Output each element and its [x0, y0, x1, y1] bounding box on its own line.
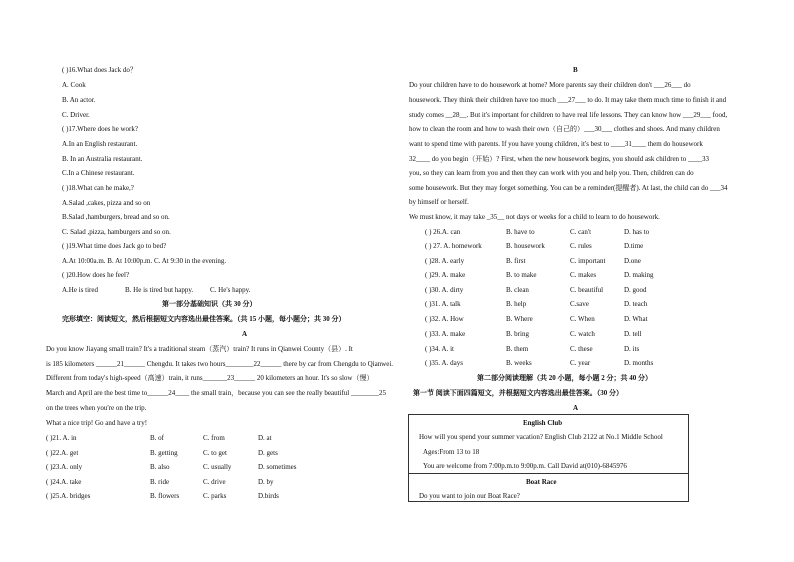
option: A.In an English restaurant.: [62, 140, 138, 148]
passage-line: Different from today's high-speed（高速）train, it runs_______23______ 20 kilometers an hour. It's so slow（慢）: [46, 374, 374, 382]
answer-option: B. flowers: [150, 492, 180, 500]
option: B. An actor.: [62, 96, 96, 104]
answer-option: B. have to: [506, 228, 535, 236]
passage-line: Do you know Jiayang small train? It's a traditional steam（蒸汽）train? It runs in Qianwei County（县）. It: [46, 345, 353, 353]
question-16: ( )16.What does Jack do？: [62, 66, 137, 74]
question-stem: ( )35. A. days: [425, 359, 463, 367]
option: C.In a Chinese restaurant.: [62, 169, 135, 177]
question-stem: ( )22.A. get: [46, 449, 79, 457]
answer-option: C. to get: [203, 449, 227, 457]
passage-line: want to spend time with parents. If you have young children, it's best to ____31____ them do housework: [409, 140, 703, 148]
answer-option: B. Where: [506, 315, 533, 323]
question-stem: ( )34. A. it: [425, 345, 454, 353]
section-label: B: [573, 66, 578, 74]
answer-option: D. has to: [624, 228, 650, 236]
answer-option: D.one: [624, 257, 641, 265]
answer-option: B. them: [506, 345, 529, 353]
boat-text: Do you want to join our Boat Race?: [419, 492, 520, 500]
passage-line: We must know, it may take _35__ not days or weeks for a child to learn to do housework.: [409, 213, 660, 221]
answer-option: B. also: [150, 463, 170, 471]
answer-option: B. of: [150, 434, 164, 442]
answer-option: B. housework: [506, 242, 545, 250]
answer-option: C. watch: [570, 330, 595, 338]
part2-subtitle: 第一节 阅读下面四篇短文，并根据短文内容选出最佳答案。（30 分）: [413, 389, 623, 397]
answer-option: C. beautiful: [570, 286, 604, 294]
options-row: A.At 10:00a.m. B. At 10:00p.m. C. At 9:30 in the evening.: [62, 257, 227, 265]
question-stem: ( )30. A. dirty: [425, 286, 464, 294]
answer-option: C. from: [203, 434, 225, 442]
question-stem: ( )24.A. take: [46, 478, 82, 486]
passage-line: on the trees when you're on the trip.: [46, 404, 147, 412]
passage-line: housework. They think their children have too much ___27___ to do. It may take them much time to finish it and: [409, 96, 727, 104]
option: C. Salad ,pizza, hamburgers and so on.: [62, 228, 171, 236]
question-stem: ( )25.A. bridges: [46, 492, 91, 500]
question-stem: ( ) 26.A. can: [425, 228, 461, 236]
option: A.He is tired: [62, 286, 98, 294]
question-stem: ( ) 27. A. homework: [425, 242, 482, 250]
answer-option: B. getting: [150, 449, 178, 457]
option: B. He is tired but happy.: [125, 286, 194, 294]
answer-option: D. gets: [258, 449, 278, 457]
divider: [409, 473, 688, 474]
answer-option: C.save: [570, 300, 589, 308]
answer-option: C. important: [570, 257, 606, 265]
part2-title: 第二部分阅读理解（共 20 小题，每小题 2 分；共 40 分）: [477, 374, 652, 382]
answer-option: C. drive: [203, 478, 226, 486]
question-20: ( )20.How does he feel?: [62, 271, 130, 279]
question-stem: ( )21. A. in: [46, 434, 77, 442]
answer-option: D.time: [624, 242, 644, 250]
option: B.Salad ,hamburgers, bread and so on.: [62, 213, 170, 221]
cloze-instructions: 完形填空：阅读短文，然后根据短文内容选出最佳答案。（共 15 小题，每小题分；共 30 分）: [62, 315, 346, 323]
question-stem: ( )28. A. early: [425, 257, 465, 265]
passage-line: study comes __28__. But it's important for children to have real life lessons. They can know how ___29___ food,: [409, 111, 728, 119]
answer-option: D. by: [258, 478, 274, 486]
answer-option: B. to make: [506, 271, 537, 279]
answer-option: D. sometimes: [258, 463, 297, 471]
answer-option: C. makes: [570, 271, 597, 279]
answer-option: D. teach: [624, 300, 648, 308]
question-stem: ( )23.A. only: [46, 463, 83, 471]
club-title: English Club: [523, 419, 563, 427]
option: C. He's happy.: [210, 286, 251, 294]
passage-line: you, so they can learn from you and then they can work with you and help you. Then, children can do: [409, 169, 694, 177]
answer-option: C. these: [570, 345, 593, 353]
question-19: ( )19.What time does Jack go to bed?: [62, 242, 167, 250]
passage-line: by himself or herself.: [409, 198, 469, 206]
answer-option: D. good: [624, 286, 647, 294]
option: B. In an Australia restaurant.: [62, 155, 143, 163]
answer-option: C. rules: [570, 242, 592, 250]
answer-option: D. tell: [624, 330, 642, 338]
option: A.Salad ,cakes, pizza and so on: [62, 199, 151, 207]
passage-line: What a nice trip! Go and have a try!: [46, 419, 148, 427]
section-label: A: [242, 330, 248, 338]
club-text: How will you spend your summer vacation? English Club 2122 at No.1 Middle School: [419, 433, 663, 441]
answer-option: D. its: [624, 345, 640, 353]
passage-line: is 185 kilometers ______21______ Chengdu. It takes two hours________22______ there by car from Chengdu to Qianwei.: [46, 360, 394, 368]
answer-option: D. making: [624, 271, 654, 279]
question-stem: ( )33. A. make: [425, 330, 466, 338]
answer-option: C. When: [570, 315, 595, 323]
club-text: You are welcome from 7:00p.m.to 9:00p.m. Call David at(010)-6845976: [423, 462, 627, 470]
answer-option: B. help: [506, 300, 527, 308]
question-17: ( )17.Where does he work?: [62, 125, 138, 133]
answer-option: D.birds: [258, 492, 279, 500]
answer-option: D. What: [624, 315, 648, 323]
answer-option: B. weeks: [506, 359, 532, 367]
passage-line: how to clean the room and how to wash their own（自己的）___30___ clothes and shoes. And many children: [409, 125, 720, 133]
answer-option: B. first: [506, 257, 526, 265]
question-stem: ( )32. A. How: [425, 315, 464, 323]
passage-line: 32____ do you begin（开始）? First, when the new housework begins, you should ask children to ____33: [409, 155, 709, 163]
answer-option: B. ride: [150, 478, 170, 486]
answer-option: C. usually: [203, 463, 232, 471]
boat-title: Boat Race: [526, 478, 557, 486]
question-18: ( )18.What can he make,?: [62, 184, 134, 192]
answer-option: B. bring: [506, 330, 529, 338]
option: A. Cook: [62, 81, 86, 89]
answer-option: D. months: [624, 359, 654, 367]
answer-option: C. year: [570, 359, 591, 367]
answer-option: C. can't: [570, 228, 592, 236]
answer-option: D. at: [258, 434, 272, 442]
passage-line: some housework. But they may forget something. You can be a reminder(提醒者). At last, the child can do ___34: [409, 184, 728, 192]
question-stem: ( )31. A. talk: [425, 300, 461, 308]
part1-title: 第一部分基础知识（共 30 分）: [162, 300, 257, 308]
section-label: A: [573, 404, 579, 412]
option: C. Driver.: [62, 111, 90, 119]
passage-line: March and April are the best time to______24____ the small train，because you can see the really beautiful ________25: [46, 389, 386, 397]
club-text: Ages:From 13 to 18: [423, 448, 480, 456]
answer-option: C. parks: [203, 492, 227, 500]
question-stem: ( )29. A. make: [425, 271, 466, 279]
passage-line: Do your children have to do housework at home? More parents say their children don't ___26___ do: [409, 81, 691, 89]
answer-option: B. clean: [506, 286, 529, 294]
